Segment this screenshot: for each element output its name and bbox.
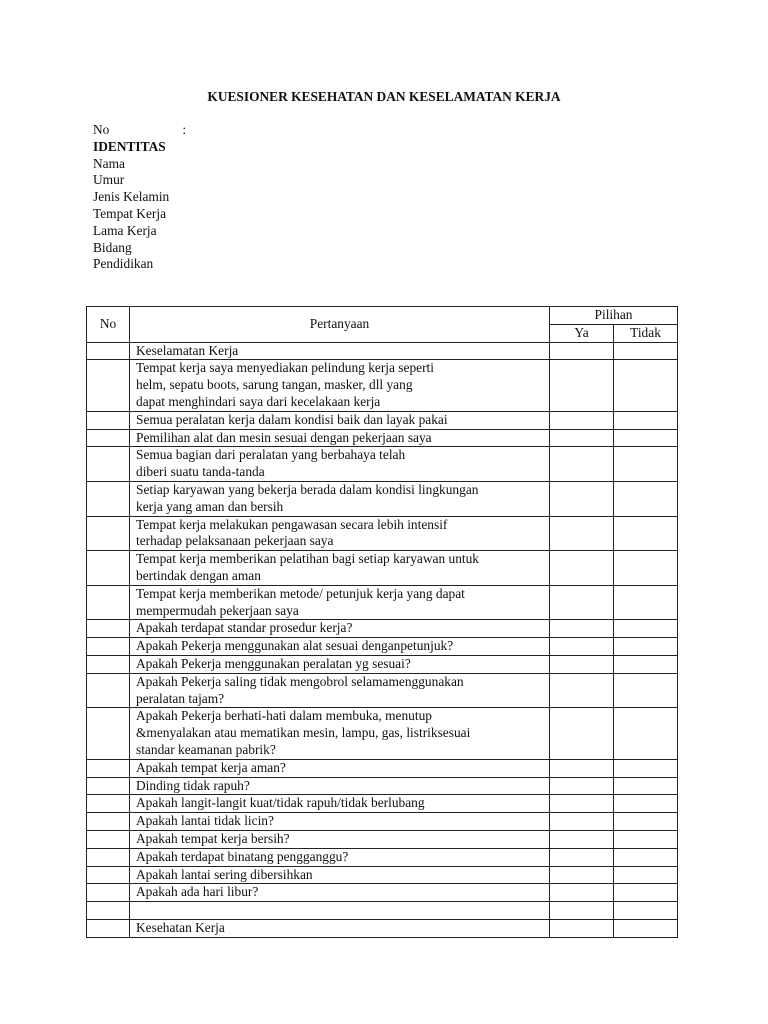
row-number-cell [87,813,130,831]
question-row [87,360,678,411]
answer-yes-cell[interactable] [550,429,614,447]
answer-no-cell[interactable] [614,655,678,673]
question-line: mempermudah pekerjaan saya [136,602,299,618]
answer-yes-cell[interactable] [550,585,614,620]
answer-no-cell[interactable] [614,620,678,638]
answer-no-cell [614,902,678,920]
answer-yes-cell[interactable] [550,708,614,759]
question-line: peralatan tajam? [136,690,225,706]
row-number-cell [87,673,130,708]
identity-field-label: Jenis Kelamin [93,189,170,205]
question-row [87,673,678,708]
answer-no-cell[interactable] [614,411,678,429]
answer-no-cell[interactable] [614,481,678,516]
answer-no-cell[interactable] [614,777,678,795]
question-line: Tempat kerja melakukan pengawasan secara lebih intensif [136,516,448,532]
question-row [87,655,678,673]
question-line: standar keamanan pabrik? [136,741,276,757]
question-text [130,481,550,516]
row-number-cell [87,848,130,866]
answer-no-cell[interactable] [614,795,678,813]
answer-no-cell[interactable] [614,813,678,831]
question-row [87,830,678,848]
section-row [87,342,678,360]
question-line: helm, sepatu boots, sarung tangan, masker, dll yang [136,377,413,393]
question-line: Tempat kerja memberikan pelatihan bagi setiap karyawan untuk [136,551,479,567]
answer-yes-cell [550,902,614,920]
answer-yes-cell[interactable] [550,673,614,708]
question-line: Setiap karyawan yang bekerja berada dalam kondisi lingkungan [136,481,479,497]
question-row [87,429,678,447]
question-line: Apakah terdapat standar prosedur kerja? [136,620,353,636]
identity-field-label: Umur [93,172,125,188]
answer-yes-cell[interactable] [550,620,614,638]
question-line: Apakah Pekerja saling tidak mengobrol selamamenggunakan [136,673,464,689]
question-text [130,795,550,813]
identity-field-label: Tempat Kerja [93,205,167,221]
identity-no-row [93,122,186,139]
answer-yes-cell[interactable] [550,813,614,831]
question-row [87,620,678,638]
question-line: Tempat kerja saya menyediakan pelindung kerja seperti [136,360,434,376]
answer-yes-cell[interactable] [550,551,614,586]
answer-no-cell[interactable] [614,866,678,884]
answer-yes-cell[interactable] [550,516,614,551]
question-text [130,777,550,795]
question-row [87,866,678,884]
question-row [87,516,678,551]
blank-row [87,902,678,920]
section-row [87,919,678,937]
question-text [130,585,550,620]
answer-no-cell[interactable] [614,360,678,411]
identity-field-label: Bidang [93,239,132,255]
question-text [130,429,550,447]
question-row [87,759,678,777]
question-text [130,516,550,551]
identity-heading: IDENTITAS [93,138,166,154]
answer-yes-cell[interactable] [550,830,614,848]
answer-no-cell [614,919,678,937]
header-no-option: Tidak [614,324,678,342]
question-line: Apakah Pekerja menggunakan peralatan yg sesuai? [136,655,411,671]
identity-field-label: Lama Kerja [93,222,157,238]
row-number-cell [87,360,130,411]
question-row [87,848,678,866]
question-line: Apakah langit-langit kuat/tidak rapuh/tidak berlubang [136,795,425,811]
question-text [130,759,550,777]
header-choice: Pilihan [550,307,678,325]
question-text [130,620,550,638]
question-text [130,708,550,759]
answer-yes-cell[interactable] [550,481,614,516]
answer-yes-cell [550,342,614,360]
answer-yes-cell[interactable] [550,848,614,866]
answer-yes-cell[interactable] [550,638,614,656]
question-row [87,481,678,516]
question-line: Apakah Pekerja berhati-hati dalam membuka, menutup [136,708,432,724]
answer-no-cell[interactable] [614,447,678,482]
answer-no-cell[interactable] [614,429,678,447]
answer-no-cell[interactable] [614,585,678,620]
question-line: Apakah lantai tidak licin? [136,813,274,829]
answer-yes-cell[interactable] [550,795,614,813]
question-row [87,638,678,656]
answer-no-cell[interactable] [614,516,678,551]
question-row [87,411,678,429]
header-question: Pertanyaan [130,307,550,343]
identity-fields [93,155,186,272]
question-line: Apakah ada hari libur? [136,884,259,900]
answer-yes-cell[interactable] [550,777,614,795]
question-line: kerja yang aman dan bersih [136,498,284,514]
question-text [130,411,550,429]
row-number-cell [87,866,130,884]
answer-no-cell [614,342,678,360]
question-line: Dinding tidak rapuh? [136,777,250,793]
row-number-cell [87,830,130,848]
row-number-cell [87,516,130,551]
answer-no-cell[interactable] [614,673,678,708]
row-number-cell [87,708,130,759]
question-line: terhadap pelaksanaan pekerjaan saya [136,533,334,549]
row-number-cell [87,447,130,482]
answer-yes-cell[interactable] [550,655,614,673]
row-number-cell [87,411,130,429]
answer-no-cell[interactable] [614,884,678,902]
question-text [130,360,550,411]
question-line: Semua peralatan kerja dalam kondisi baik dan layak pakai [136,411,448,427]
question-text [130,813,550,831]
question-row [87,884,678,902]
question-text [130,638,550,656]
question-text [130,848,550,866]
row-number-cell [87,551,130,586]
question-line: Apakah lantai sering dibersihkan [136,866,313,882]
questionnaire-body [87,342,678,937]
answer-yes-cell[interactable] [550,411,614,429]
question-text [130,655,550,673]
question-line: Apakah tempat kerja bersih? [136,830,290,846]
question-text [130,447,550,482]
answer-no-cell[interactable] [614,551,678,586]
row-number-cell [87,429,130,447]
row-number-cell [87,795,130,813]
question-row [87,813,678,831]
question-line: Apakah Pekerja menggunakan alat sesuai denganpetunjuk? [136,638,454,654]
document-title: KUESIONER KESEHATAN DAN KESELAMATAN KERJA [207,89,561,104]
blank-cell [130,902,550,920]
question-text [130,884,550,902]
row-number-cell [87,655,130,673]
section-title: Keselamatan Kerja [130,342,550,360]
question-line: dapat menghindari saya dari kecelakaan kerja [136,393,381,409]
answer-yes-cell[interactable] [550,866,614,884]
row-number-cell [87,620,130,638]
question-row [87,708,678,759]
question-text [130,673,550,708]
answer-yes-cell[interactable] [550,759,614,777]
question-line: bertindak dengan aman [136,567,261,583]
section-title: Kesehatan Kerja [130,919,550,937]
answer-no-cell[interactable] [614,638,678,656]
question-line: Apakah tempat kerja aman? [136,759,286,775]
question-row [87,447,678,482]
row-number-cell [87,481,130,516]
identity-section [93,122,187,272]
row-number-cell [87,759,130,777]
answer-yes-cell[interactable] [550,884,614,902]
questionnaire-table [86,306,678,938]
header-yes: Ya [550,324,614,342]
row-number-cell [87,902,130,920]
identity-no-colon: : [182,122,187,137]
answer-yes-cell[interactable] [550,447,614,482]
question-line: Pemilihan alat dan mesin sesuai dengan pekerjaan saya [136,429,432,445]
question-line: diberi suatu tanda-tanda [136,464,265,480]
row-number-cell [87,342,130,360]
row-number-cell [87,919,130,937]
answer-no-cell[interactable] [614,848,678,866]
header-no: No [87,307,130,343]
row-number-cell [87,638,130,656]
identity-no-label: No [93,122,110,137]
question-row [87,777,678,795]
question-row [87,585,678,620]
question-text [130,830,550,848]
question-line: Semua bagian dari peralatan yang berbahaya telah [136,447,406,463]
question-line: &menyalakan atau mematikan mesin, lampu, gas, listriksesuai [136,725,471,741]
question-row [87,551,678,586]
answer-yes-cell[interactable] [550,360,614,411]
question-text [130,866,550,884]
answer-yes-cell [550,919,614,937]
row-number-cell [87,777,130,795]
answer-no-cell[interactable] [614,708,678,759]
answer-no-cell[interactable] [614,830,678,848]
question-text [130,551,550,586]
row-number-cell [87,585,130,620]
identity-field-label: Pendidikan [93,256,154,272]
row-number-cell [87,884,130,902]
question-line: Apakah terdapat binatang pengganggu? [136,848,349,864]
question-line: Tempat kerja memberikan metode/ petunjuk kerja yang dapat [136,585,465,601]
identity-field-label: Nama [93,155,125,171]
answer-no-cell[interactable] [614,759,678,777]
question-row [87,795,678,813]
